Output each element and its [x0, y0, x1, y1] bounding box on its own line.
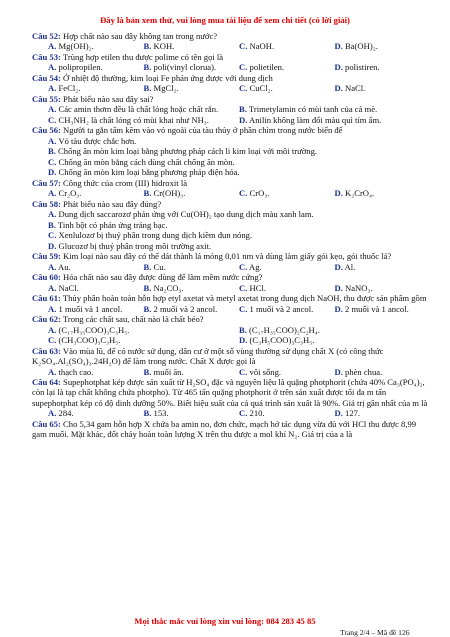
option-letter: B.	[48, 146, 56, 157]
question	[32, 199, 430, 251]
question-number: Câu 56:	[32, 125, 61, 136]
option-text: (C₃H₅COO)₃C₃H₅.	[249, 335, 315, 346]
answer-option	[48, 136, 430, 146]
answer-option	[335, 262, 431, 272]
answer-option	[144, 188, 240, 198]
option-letter: C.	[239, 83, 248, 94]
question-number: Câu 52:	[32, 31, 61, 41]
option-letter: B.	[143, 41, 152, 52]
option-letter: A.	[48, 303, 57, 314]
answer-option	[239, 283, 335, 293]
option-text: NaNO₃.	[345, 282, 373, 293]
option-letter: A.	[48, 41, 57, 52]
question-number: Câu 64:	[32, 376, 61, 387]
option-text: polietilen.	[249, 62, 285, 73]
option-letter: A.	[48, 408, 57, 419]
answer-options	[32, 41, 430, 51]
answer-option	[335, 83, 431, 93]
answer-option	[144, 408, 240, 418]
question	[32, 251, 430, 272]
question	[32, 94, 430, 125]
question-text: Vào mùa lũ, để có nước sử dụng, dân cư ở một số vùng thường sử dụng chất X (có công thức K₂SO₄.Al₂(SO₄)₃.24H₂O) để làm trong nước. Chất X được gọi là	[32, 345, 384, 367]
option-text: NaCl.	[345, 83, 366, 94]
answer-option	[48, 262, 144, 272]
question-text: Người ta gắn tấm kẽm vào vỏ ngoài của tàu thủy ở phần chìm trong nước biển để	[60, 125, 343, 136]
answer-option	[48, 335, 239, 345]
answer-option	[239, 262, 335, 272]
answer-option	[48, 209, 430, 219]
answer-option	[48, 367, 144, 377]
answer-options	[32, 209, 430, 251]
page-footer: Trang 2/4 – Mã đề 126	[340, 628, 410, 637]
answer-option	[48, 167, 430, 177]
option-text: thạch cao.	[58, 366, 94, 377]
answer-option	[48, 230, 430, 240]
answer-option	[239, 325, 430, 335]
answer-option	[48, 115, 239, 125]
option-text: Cr₂O₃.	[58, 188, 82, 199]
answer-option	[239, 104, 430, 114]
question-stem	[32, 293, 430, 303]
question-number: Câu 59:	[32, 251, 61, 262]
option-letter: A.	[48, 104, 57, 115]
question-text: Hợp chất nào sau đây không tan trong nước?	[60, 31, 218, 41]
answer-option	[239, 335, 430, 345]
option-letter: C.	[48, 230, 57, 241]
question	[32, 272, 430, 293]
option-text: Trimetylamin có mùi tanh của cá mè.	[248, 104, 378, 115]
option-text: FeCl₂.	[58, 83, 81, 94]
option-letter: C.	[239, 303, 248, 314]
answer-option	[335, 41, 431, 51]
question-text: Công thức của crom (III) hidroxit là	[60, 177, 188, 188]
option-text: CrO₃.	[249, 188, 270, 199]
question	[32, 125, 430, 177]
option-text: 153.	[153, 408, 169, 419]
answer-option	[335, 304, 431, 314]
answer-option	[48, 83, 144, 93]
option-letter: B.	[143, 282, 152, 293]
option-text: Vỏ tàu được chắc hơn.	[58, 135, 137, 146]
answer-option	[144, 83, 240, 93]
question-text: Kim loại nào sau đây có thể dát thành lá mỏng 0,01 nm và dùng làm giấy gói kẹo, gói thuốc lá?	[60, 251, 392, 262]
option-text: Anilin không làm đổi màu quì tím ẩm.	[249, 114, 382, 125]
question-number: Câu 54:	[32, 72, 61, 83]
question-number: Câu 58:	[32, 198, 61, 209]
question-list	[32, 31, 430, 440]
answer-options	[32, 83, 430, 93]
question-number: Câu 62:	[32, 314, 61, 325]
question-text: Trong các chất sau, chất nào là chất béo?	[60, 314, 204, 325]
option-text: MgCl₂.	[153, 83, 179, 94]
answer-option	[144, 262, 240, 272]
option-letter: B.	[143, 303, 152, 314]
answer-option	[239, 188, 335, 198]
question-number: Câu 55:	[32, 93, 61, 104]
option-text: Ba(OH)₂.	[345, 41, 378, 52]
answer-option	[48, 220, 430, 230]
option-text: HCl.	[249, 282, 266, 293]
option-letter: C.	[48, 114, 57, 125]
option-letter: C.	[48, 156, 57, 167]
question-stem	[32, 419, 430, 440]
question-text: Ở nhiệt độ thường, kim loại Fe phản ứng được với dung dịch	[60, 72, 273, 83]
question-text: Supephotphat kép được sản xuất từ H₂SO₄ đặc và nguyên liệu là quặng photphorit (chứa 40% Ca₃(PO₄)₂, còn lại là tạp chất không chứa photpho). Từ 465 tấn quặng photphorit ở trên sản xuất được tối đa m tấn supephotphat kép có độ dinh dưỡng 50%. Biết hiệu suất của cả quá trình sản xuất là 90%. Giá trị gần nhất của m là	[32, 376, 428, 408]
option-text: 2 muối và 1 ancol.	[345, 303, 409, 314]
question-text: Thủy phân hoàn toàn hỗn hợp etyl axetat và metyl axetat trong dung dịch NaOH, thu được sản phẩm gồm	[60, 293, 427, 304]
answer-option	[48, 304, 144, 314]
option-letter: C.	[239, 62, 248, 73]
option-letter: C.	[239, 261, 248, 272]
answer-option	[48, 408, 144, 418]
answer-option	[48, 41, 144, 51]
answer-option	[335, 408, 431, 418]
option-text: (C₁₇H₃₅COO)₂C₂H₄.	[249, 324, 320, 335]
answer-options	[32, 62, 430, 72]
answer-option	[48, 241, 430, 251]
option-letter: A.	[48, 135, 57, 146]
option-text: Ag.	[249, 261, 262, 272]
question	[32, 178, 430, 199]
question-stem	[32, 314, 430, 324]
option-letter: D.	[334, 366, 343, 377]
answer-option	[48, 157, 430, 167]
question	[32, 293, 430, 314]
answer-option	[48, 146, 430, 156]
option-letter: B.	[48, 219, 56, 230]
option-letter: D.	[334, 188, 343, 199]
question-number: Câu 53:	[32, 51, 61, 62]
question-text: Hóa chất nào sau đây được dùng để làm mềm nước cứng?	[60, 272, 263, 283]
option-text: Cr(OH)₃.	[153, 188, 186, 199]
option-text: poli(vinyl clorua).	[153, 62, 217, 73]
option-text: 127.	[345, 408, 361, 419]
question-text: Cho 5,34 gam hỗn hợp X chứa ba amin no, đơn chức, mạch hở tác dụng vừa đủ với HCl thu được 8,99 gam muối. Mặt khác, đốt cháy hoàn toàn lượng X trên thu được a mol khí N₂. Giá trị của a là	[32, 418, 417, 440]
option-text: 1 muối và 2 ancol.	[249, 303, 314, 314]
question-number: Câu 60:	[32, 272, 61, 283]
question-number: Câu 61:	[32, 293, 61, 304]
option-text: Dung dịch saccarozơ phản ứng với Cu(OH)₂ tạo dung dịch màu xanh lam.	[58, 209, 314, 220]
option-letter: D.	[334, 62, 343, 73]
answer-options	[32, 188, 430, 198]
option-text: Chống ăn mòn bằng cách dùng chất chống ăn mòn.	[58, 156, 235, 167]
question-stem	[32, 178, 430, 188]
answer-option	[239, 41, 335, 51]
option-letter: B.	[239, 104, 247, 115]
option-letter: C.	[239, 282, 248, 293]
option-letter: B.	[143, 261, 152, 272]
question-number: Câu 63:	[32, 345, 61, 356]
answer-option	[144, 367, 240, 377]
answer-options	[32, 283, 430, 293]
question-number: Câu 57:	[32, 177, 61, 188]
answer-option	[335, 283, 431, 293]
question	[32, 346, 430, 377]
preview-banner: Đây là bản xem thử, vui lòng mua tài liệu để xem chi tiết (có lời giải)	[100, 15, 350, 25]
option-letter: B.	[143, 366, 152, 377]
question-stem	[32, 346, 430, 367]
answer-option	[144, 62, 240, 72]
option-text: K₂CrO₄.	[345, 188, 375, 199]
question	[32, 377, 430, 419]
answer-options	[32, 325, 430, 346]
answer-option	[48, 283, 144, 293]
question-stem	[32, 52, 430, 62]
option-letter: A.	[48, 188, 57, 199]
option-text: 284.	[58, 408, 74, 419]
option-text: CH₃NH₂ là chất lỏng có mùi khai như NH₃.	[58, 114, 209, 125]
option-letter: C.	[48, 335, 57, 346]
answer-options	[32, 304, 430, 314]
option-letter: A.	[48, 261, 57, 272]
option-text: Glucozơ bị thuỷ phân trong môi trường axit.	[58, 240, 212, 251]
answer-options	[32, 136, 430, 178]
option-letter: A.	[48, 209, 57, 220]
option-text: (CH₃COO)₃C₃H₅.	[58, 335, 121, 346]
answer-option	[144, 304, 240, 314]
option-text: muối ăn.	[153, 366, 184, 377]
question-stem	[32, 73, 430, 83]
question	[32, 419, 430, 440]
option-text: NaCl.	[58, 282, 79, 293]
option-letter: D.	[239, 335, 248, 346]
answer-options	[32, 262, 430, 272]
option-letter: D.	[334, 41, 343, 52]
question-text: Phát biểu nào sau đây đúng?	[60, 198, 162, 209]
answer-option	[335, 367, 431, 377]
option-letter: B.	[143, 62, 152, 73]
option-text: Na₂CO₃.	[153, 282, 184, 293]
option-letter: D.	[334, 408, 343, 419]
option-text: polistiren.	[345, 62, 380, 73]
question-stem	[32, 31, 430, 41]
option-letter: D.	[334, 83, 343, 94]
answer-option	[48, 104, 239, 114]
option-text: NaOH.	[249, 41, 275, 52]
option-letter: D.	[48, 167, 57, 178]
option-text: Cu.	[153, 261, 166, 272]
option-text: vôi sống.	[249, 366, 282, 377]
answer-option	[239, 115, 430, 125]
answer-option	[239, 62, 335, 72]
question-number: Câu 65:	[32, 418, 61, 429]
question-stem	[32, 377, 430, 408]
question-stem	[32, 199, 430, 209]
answer-option	[48, 325, 239, 335]
option-text: phèn chua.	[345, 366, 383, 377]
option-letter: B.	[143, 188, 152, 199]
answer-options	[32, 408, 430, 418]
option-letter: C.	[239, 366, 248, 377]
question-stem	[32, 125, 430, 135]
contact-banner: Mọi thắc mắc vui lòng xin vui lòng: 084 283 45 85	[134, 616, 316, 626]
question	[32, 52, 430, 73]
question-text: Phát biểu nào sau đây sai?	[60, 93, 154, 104]
option-text: 2 muối và 2 ancol.	[153, 303, 218, 314]
answer-option	[144, 283, 240, 293]
option-text: 210.	[249, 408, 265, 419]
option-text: KOH.	[153, 41, 175, 52]
option-letter: A.	[48, 324, 57, 335]
option-letter: D.	[48, 240, 57, 251]
option-letter: A.	[48, 62, 57, 73]
question	[32, 73, 430, 94]
question-stem	[32, 272, 430, 282]
option-letter: A.	[48, 366, 57, 377]
option-letter: B.	[239, 324, 247, 335]
answer-option	[335, 62, 431, 72]
option-letter: A.	[48, 83, 57, 94]
answer-option	[335, 188, 431, 198]
answer-option	[48, 188, 144, 198]
option-letter: D.	[239, 114, 248, 125]
answer-options	[32, 367, 430, 377]
answer-options	[32, 104, 430, 125]
option-text: polipropilen.	[58, 62, 103, 73]
question	[32, 314, 430, 345]
option-text: CuCl₂.	[249, 83, 273, 94]
option-letter: D.	[334, 261, 343, 272]
option-text: (C₁₇H₃₅COO)₃C₃H₅.	[58, 324, 130, 335]
answer-option	[239, 367, 335, 377]
question-stem	[32, 251, 430, 261]
answer-option	[239, 83, 335, 93]
option-letter: D.	[334, 303, 343, 314]
answer-option	[48, 62, 144, 72]
answer-option	[239, 408, 335, 418]
option-letter: A.	[48, 282, 57, 293]
answer-option	[239, 304, 335, 314]
answer-option	[144, 41, 240, 51]
option-text: Al.	[344, 261, 356, 272]
question-text: Trùng hợp etilen thu được polime có tên gọi là	[60, 51, 224, 62]
option-text: Tinh bột có phản ứng tráng bạc.	[57, 219, 168, 230]
question-stem	[32, 94, 430, 104]
option-text: Chống ăn mòn kim loại bằng phương pháp cách li kim loại với môi trường.	[58, 146, 318, 157]
option-text: 1 muối và 1 ancol.	[58, 303, 123, 314]
question	[32, 31, 430, 52]
option-text: Chống ăn mòn kim loại bằng phương pháp điện hóa.	[58, 167, 240, 178]
option-letter: D.	[334, 282, 343, 293]
option-text: Xenlulozơ bị thuỷ phân trong dung dịch kiềm đun nóng.	[58, 230, 253, 241]
option-letter: C.	[239, 408, 248, 419]
option-letter: C.	[239, 41, 248, 52]
option-letter: C.	[239, 188, 248, 199]
option-text: Các amin thơm đều là chất lỏng hoặc chất rắn.	[58, 104, 219, 115]
option-text: Mg(OH)₂.	[58, 41, 94, 52]
option-letter: B.	[143, 408, 152, 419]
option-text: Au.	[58, 261, 71, 272]
option-letter: B.	[143, 83, 152, 94]
